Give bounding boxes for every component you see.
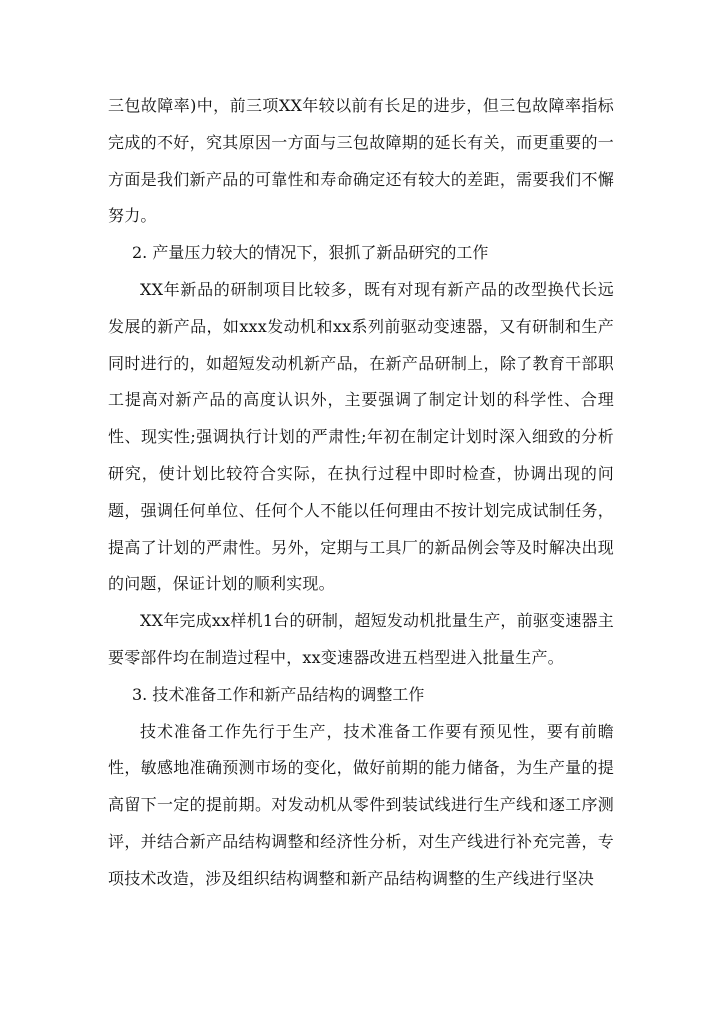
document-body bbox=[108, 88, 614, 898]
paragraph-xx-year-results: XX年完成xx样机1台的研制，超短发动机批量生产，前驱变速器主要零部件均在制造过程中，xx变速器改进五档型进入批量生产。 bbox=[108, 611, 614, 667]
section-heading-3: 3. 技术准备工作和新产品结构的调整工作 bbox=[132, 684, 425, 704]
section-heading-2: 2. 产量压力较大的情况下，狠抓了新品研究的工作 bbox=[132, 243, 489, 263]
paragraph-new-product-development: XX年新品的研制项目比较多，既有对现有新产品的改型换代长远发展的新产品，如xxx发动机和xx系列前驱动变速器，又有研制和生产同时进行的，如超短发动机新产品，在新产品研制上，除了教育干部职工提高对新产品的高度认识外，主要强调了制定计划的科学性、合理性、现实性;强调执行计划的严肃性;年初在制定计划时深入细致的分析研究，使计划比较符合实际，在执行过程中即时检查，协调出现的问题，强调任何单位、任何个人不能以任何理由不按计划完成试制任务，提高了计划的严肃性。另外，定期与工具厂的新品例会等及时解决出现的问题，保证计划的顺利实现。 bbox=[108, 279, 614, 594]
paragraph-continuation: 三包故障率)中，前三项XX年较以前有长足的进步，但三包故障率指标完成的不好，究其原因一方面与三包故障期的延长有关，而更重要的一方面是我们新产品的可靠性和寿命确定还有较大的差距，需要我们不懈努力。 bbox=[108, 96, 614, 226]
paragraph-technical-preparation: 技术准备工作先行于生产，技术准备工作要有预见性，要有前瞻性，敏感地准确预测市场的变化，做好前期的能力储备，为生产量的提高留下一定的提前期。对发动机从零件到装试线进行生产线和逐工序测评，并结合新产品结构调整和经济性分析，对生产线进行补充完善，专项技术改造，涉及组织结构调整和新产品结构调整的生产线进行坚决 bbox=[108, 721, 614, 888]
